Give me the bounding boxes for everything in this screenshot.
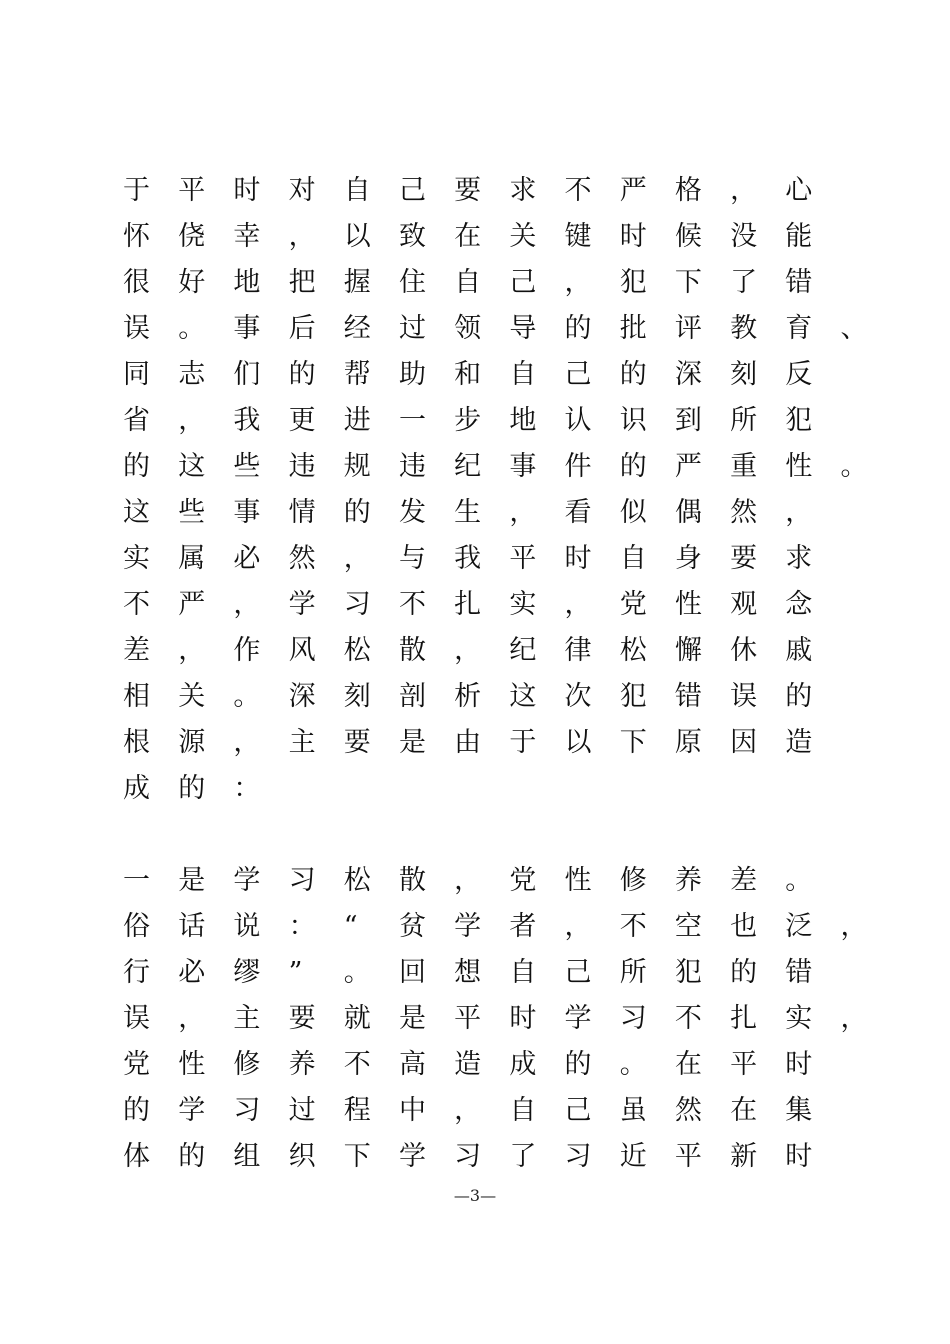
text-line xyxy=(123,260,863,306)
character: 时 xyxy=(785,1049,813,1080)
character: 不 xyxy=(674,1003,702,1034)
character: 学 xyxy=(564,1003,592,1034)
character: 误 xyxy=(123,1003,150,1034)
character: ， xyxy=(564,589,592,620)
character: 违 xyxy=(288,451,316,482)
character: 致 xyxy=(398,221,426,252)
character: 地 xyxy=(509,405,537,436)
text-line xyxy=(123,536,863,582)
character: 的 xyxy=(785,681,813,712)
character: ， xyxy=(233,727,261,758)
character: 于 xyxy=(509,727,537,758)
character: 时 xyxy=(509,1003,537,1034)
character: 误 xyxy=(730,681,758,712)
character: 风 xyxy=(288,635,316,666)
character: 己 xyxy=(509,267,537,298)
character: ， xyxy=(785,497,813,528)
character: 这 xyxy=(509,681,537,712)
character: ： xyxy=(288,911,316,942)
character: 观 xyxy=(730,589,758,620)
character: 省 xyxy=(123,405,150,436)
character: 念 xyxy=(785,589,813,620)
text-line xyxy=(123,168,863,214)
text-line xyxy=(123,766,863,812)
character: 体 xyxy=(123,1141,150,1172)
character: 话 xyxy=(178,911,206,942)
character: 析 xyxy=(454,681,482,712)
character: 是 xyxy=(398,727,426,758)
character: 一 xyxy=(398,405,426,436)
character: 松 xyxy=(619,635,647,666)
text-line xyxy=(123,352,863,398)
character: 程 xyxy=(343,1095,371,1126)
character: 的 xyxy=(343,497,371,528)
character: 自 xyxy=(509,1095,537,1126)
character: 原 xyxy=(674,727,702,758)
character: 党 xyxy=(123,1049,150,1080)
character: 在 xyxy=(454,221,482,252)
character: 缪 xyxy=(233,957,261,988)
character: 志 xyxy=(178,359,206,390)
character: 误 xyxy=(123,313,150,344)
character: 时 xyxy=(619,221,647,252)
character: 空 xyxy=(674,911,702,942)
character: 看 xyxy=(564,497,592,528)
text-line xyxy=(123,214,863,260)
character: 。 xyxy=(343,957,371,988)
character: 和 xyxy=(454,359,482,390)
text-line xyxy=(123,1134,863,1180)
character: 学 xyxy=(288,589,316,620)
character: 刻 xyxy=(730,359,758,390)
character: 没 xyxy=(730,221,758,252)
character: 了 xyxy=(509,1141,537,1172)
character: 心 xyxy=(785,175,813,206)
character: 纪 xyxy=(454,451,482,482)
character: 批 xyxy=(619,313,647,344)
character: 己 xyxy=(564,957,592,988)
text-line xyxy=(123,950,863,996)
character: 握 xyxy=(343,267,371,298)
character: 些 xyxy=(178,497,206,528)
text-line xyxy=(123,490,863,536)
character: 散 xyxy=(398,635,426,666)
character: 候 xyxy=(674,221,702,252)
character: 、 xyxy=(840,313,868,344)
character: 成 xyxy=(509,1049,537,1080)
text-line xyxy=(123,444,868,490)
character: 俗 xyxy=(123,911,150,942)
character: 实 xyxy=(509,589,537,620)
character: 纪 xyxy=(509,635,537,666)
character: 这 xyxy=(178,451,206,482)
character: 习 xyxy=(233,1095,261,1126)
character: 学 xyxy=(454,911,482,942)
character: 由 xyxy=(454,727,482,758)
character: 同 xyxy=(123,359,150,390)
character: 好 xyxy=(178,267,206,298)
character: 以 xyxy=(343,221,371,252)
character: 懈 xyxy=(674,635,702,666)
character: 严 xyxy=(674,451,702,482)
character: 这 xyxy=(123,497,150,528)
character: 情 xyxy=(288,497,316,528)
character: 时 xyxy=(233,175,261,206)
character: 住 xyxy=(398,267,426,298)
character: 回 xyxy=(398,957,426,988)
character: 习 xyxy=(564,1141,592,1172)
character: 不 xyxy=(343,1049,371,1080)
text-line xyxy=(123,582,863,628)
character: 党 xyxy=(509,865,537,896)
character: 的 xyxy=(178,773,206,804)
character: 造 xyxy=(785,727,813,758)
character: 经 xyxy=(343,313,371,344)
character: 想 xyxy=(454,957,482,988)
character: 犯 xyxy=(619,267,647,298)
character: 事 xyxy=(233,313,261,344)
character: 习 xyxy=(288,865,316,896)
character: 自 xyxy=(343,175,371,206)
character: ， xyxy=(233,589,261,620)
character: 的 xyxy=(288,359,316,390)
text-line xyxy=(123,904,868,950)
character: 是 xyxy=(398,1003,426,1034)
page-number: —3— xyxy=(453,1186,497,1205)
character: 松 xyxy=(343,635,371,666)
character: 也 xyxy=(730,911,758,942)
character: ， xyxy=(564,911,592,942)
character: 己 xyxy=(564,1095,592,1126)
character: 地 xyxy=(233,267,261,298)
character: 差 xyxy=(123,635,150,666)
character: 属 xyxy=(178,543,206,574)
character: 学 xyxy=(233,865,261,896)
character: 成 xyxy=(123,773,150,804)
character: 规 xyxy=(343,451,371,482)
character: 对 xyxy=(288,175,316,206)
character: 事 xyxy=(233,497,261,528)
character: ， xyxy=(840,1003,868,1034)
character: 育 xyxy=(785,313,813,344)
character: ， xyxy=(840,911,868,942)
text-line xyxy=(123,674,863,720)
character: 错 xyxy=(785,957,813,988)
character: 集 xyxy=(785,1095,813,1126)
character: ， xyxy=(730,175,758,206)
character: 因 xyxy=(730,727,758,758)
character: 自 xyxy=(509,957,537,988)
character: 助 xyxy=(398,359,426,390)
character: 养 xyxy=(288,1049,316,1080)
character: 平 xyxy=(674,1141,702,1172)
text-line xyxy=(123,720,863,766)
character: 己 xyxy=(564,359,592,390)
character: 平 xyxy=(454,1003,482,1034)
character: 偶 xyxy=(674,497,702,528)
character: 根 xyxy=(123,727,150,758)
character: 侥 xyxy=(178,221,206,252)
character: ” xyxy=(288,957,303,988)
character: 很 xyxy=(123,267,150,298)
character: ， xyxy=(178,1003,206,1034)
character: 违 xyxy=(398,451,426,482)
character: 似 xyxy=(619,497,647,528)
character: 实 xyxy=(123,543,150,574)
character: 进 xyxy=(343,405,371,436)
character: ， xyxy=(454,635,482,666)
character: 过 xyxy=(398,313,426,344)
character: 习 xyxy=(343,589,371,620)
character: 深 xyxy=(674,359,702,390)
character: 性 xyxy=(564,865,592,896)
character: 犯 xyxy=(785,405,813,436)
character: 不 xyxy=(123,589,150,620)
character: 虽 xyxy=(619,1095,647,1126)
character: 差 xyxy=(730,865,758,896)
blank-line xyxy=(123,812,863,858)
character: 次 xyxy=(564,681,592,712)
character: 求 xyxy=(509,175,537,206)
character: 。 xyxy=(785,865,813,896)
character: 作 xyxy=(233,635,261,666)
character: 能 xyxy=(785,221,813,252)
character: 相 xyxy=(123,681,150,712)
character: 主 xyxy=(288,727,316,758)
character: 帮 xyxy=(343,359,371,390)
character: 把 xyxy=(288,267,316,298)
character: ， xyxy=(564,267,592,298)
character: 我 xyxy=(454,543,482,574)
character: 。 xyxy=(233,681,261,712)
text-line xyxy=(123,398,863,444)
character: 养 xyxy=(674,865,702,896)
character: 关 xyxy=(509,221,537,252)
text-line xyxy=(123,1088,863,1134)
character: ， xyxy=(343,543,371,574)
character: 贫 xyxy=(398,911,426,942)
character: 律 xyxy=(564,635,592,666)
character: 扎 xyxy=(454,589,482,620)
text-line xyxy=(123,1042,863,1088)
text-line xyxy=(123,858,863,904)
character: 格 xyxy=(674,175,702,206)
character: 织 xyxy=(288,1141,316,1172)
character: 自 xyxy=(454,267,482,298)
character: 性 xyxy=(785,451,813,482)
character: 近 xyxy=(619,1141,647,1172)
character: 的 xyxy=(123,451,150,482)
character: 幸 xyxy=(233,221,261,252)
character: 与 xyxy=(398,543,426,574)
character: 高 xyxy=(398,1049,426,1080)
character: 认 xyxy=(564,405,592,436)
character: 键 xyxy=(564,221,592,252)
character: 中 xyxy=(398,1095,426,1126)
character: 下 xyxy=(343,1141,371,1172)
character: 评 xyxy=(674,313,702,344)
character: 更 xyxy=(288,405,316,436)
character: 在 xyxy=(730,1095,758,1126)
character: 休 xyxy=(730,635,758,666)
character: 过 xyxy=(288,1095,316,1126)
character: 所 xyxy=(619,957,647,988)
text-line xyxy=(123,996,868,1042)
text-line xyxy=(123,628,863,674)
character: 者 xyxy=(509,911,537,942)
character: 些 xyxy=(233,451,261,482)
character: 所 xyxy=(730,405,758,436)
character: 身 xyxy=(674,543,702,574)
character: 平 xyxy=(178,175,206,206)
character: 学 xyxy=(398,1141,426,1172)
character: 必 xyxy=(178,957,206,988)
character: 到 xyxy=(674,405,702,436)
character: ， xyxy=(509,497,537,528)
character: 源 xyxy=(178,727,206,758)
character: 下 xyxy=(674,267,702,298)
character: 们 xyxy=(233,359,261,390)
character: ， xyxy=(454,865,482,896)
character: 然 xyxy=(674,1095,702,1126)
character: 不 xyxy=(564,175,592,206)
character: 剖 xyxy=(398,681,426,712)
character: 要 xyxy=(288,1003,316,1034)
character: 党 xyxy=(619,589,647,620)
character: 行 xyxy=(123,957,150,988)
character: 修 xyxy=(233,1049,261,1080)
character: 扎 xyxy=(730,1003,758,1034)
character: 犯 xyxy=(674,957,702,988)
character: 泛 xyxy=(785,911,813,942)
character: 不 xyxy=(398,589,426,620)
character: 错 xyxy=(785,267,813,298)
character: 己 xyxy=(398,175,426,206)
character: 发 xyxy=(398,497,426,528)
character: 造 xyxy=(454,1049,482,1080)
character: 松 xyxy=(343,865,371,896)
character: 的 xyxy=(178,1141,206,1172)
character: 关 xyxy=(178,681,206,712)
character: 。 xyxy=(619,1049,647,1080)
character: 的 xyxy=(123,1095,150,1126)
character: 主 xyxy=(233,1003,261,1034)
character: 性 xyxy=(178,1049,206,1080)
character: 于 xyxy=(123,175,150,206)
character: 错 xyxy=(674,681,702,712)
character: 的 xyxy=(619,359,647,390)
character: 犯 xyxy=(619,681,647,712)
character: 重 xyxy=(730,451,758,482)
character: ： xyxy=(233,773,261,804)
character: 怀 xyxy=(123,221,150,252)
character: 事 xyxy=(509,451,537,482)
text-line xyxy=(123,306,868,352)
character: 下 xyxy=(619,727,647,758)
character: 就 xyxy=(343,1003,371,1034)
character: 一 xyxy=(123,865,150,896)
character: 步 xyxy=(454,405,482,436)
character: 的 xyxy=(619,451,647,482)
character: 学 xyxy=(178,1095,206,1126)
character: 然 xyxy=(288,543,316,574)
character: 识 xyxy=(619,405,647,436)
character: 性 xyxy=(674,589,702,620)
character: 反 xyxy=(785,359,813,390)
character: 实 xyxy=(785,1003,813,1034)
character: 以 xyxy=(564,727,592,758)
character: 导 xyxy=(509,313,537,344)
character: 然 xyxy=(730,497,758,528)
character: 自 xyxy=(509,359,537,390)
character: 时 xyxy=(785,1141,813,1172)
character: 严 xyxy=(619,175,647,206)
character: 是 xyxy=(178,865,206,896)
character: 的 xyxy=(564,1049,592,1080)
character: ， xyxy=(288,221,316,252)
character: 后 xyxy=(288,313,316,344)
character: 不 xyxy=(619,911,647,942)
character: 刻 xyxy=(343,681,371,712)
character: ， xyxy=(178,405,206,436)
character: ， xyxy=(454,1095,482,1126)
character: 自 xyxy=(619,543,647,574)
character: 生 xyxy=(454,497,482,528)
character: 说 xyxy=(233,911,261,942)
character: 。 xyxy=(178,313,206,344)
character: 要 xyxy=(343,727,371,758)
character: 。 xyxy=(840,451,868,482)
character: 的 xyxy=(730,957,758,988)
character: 时 xyxy=(564,543,592,574)
character: 要 xyxy=(730,543,758,574)
character: 习 xyxy=(619,1003,647,1034)
character: 教 xyxy=(730,313,758,344)
character: 了 xyxy=(730,267,758,298)
character: 深 xyxy=(288,681,316,712)
character: 件 xyxy=(564,451,592,482)
character: 领 xyxy=(454,313,482,344)
character: 在 xyxy=(674,1049,702,1080)
character: 平 xyxy=(509,543,537,574)
character: “ xyxy=(343,911,358,942)
character: 求 xyxy=(785,543,813,574)
body-text xyxy=(123,168,868,1180)
character: 要 xyxy=(454,175,482,206)
character: 戚 xyxy=(785,635,813,666)
character: 平 xyxy=(730,1049,758,1080)
character: ， xyxy=(178,635,206,666)
character: 必 xyxy=(233,543,261,574)
character: 修 xyxy=(619,865,647,896)
character: 新 xyxy=(730,1141,758,1172)
character: 散 xyxy=(398,865,426,896)
character: 的 xyxy=(564,313,592,344)
character: 我 xyxy=(233,405,261,436)
character: 组 xyxy=(233,1141,261,1172)
character: 严 xyxy=(178,589,206,620)
character: 习 xyxy=(454,1141,482,1172)
